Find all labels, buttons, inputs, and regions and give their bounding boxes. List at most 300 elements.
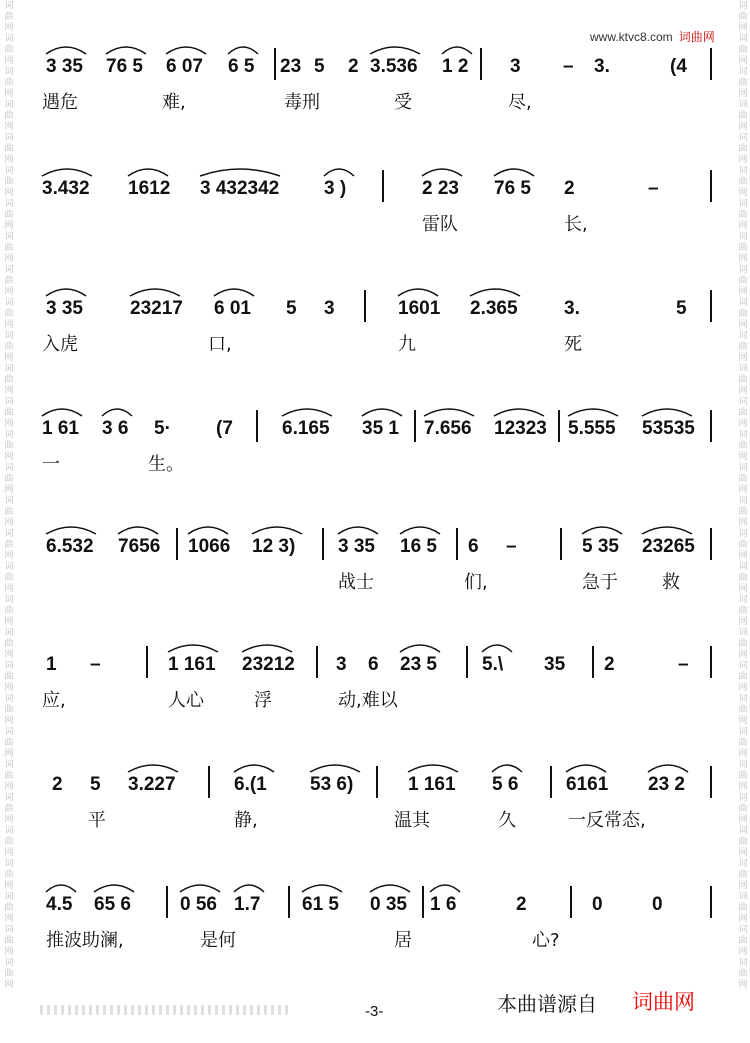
watermark-char: 曲 [738, 44, 748, 54]
watermark-char: 网 [4, 847, 14, 857]
bar-line [322, 528, 324, 560]
watermark-char: 曲 [4, 275, 14, 285]
watermark-char: 词 [738, 132, 748, 142]
lyric-text: 口, [208, 334, 232, 355]
watermark-char: 网 [4, 55, 14, 65]
slur-arc [166, 47, 206, 54]
lyric-text: 难, [162, 92, 186, 113]
note-group: 6 [468, 536, 479, 557]
lyric-text: 温其 [394, 810, 430, 831]
note-group: 1 6 [430, 894, 457, 915]
bar-line [710, 170, 712, 202]
slur-arc [42, 169, 92, 176]
left-watermark-strip [2, 0, 16, 990]
watermark-char: 词 [4, 462, 14, 472]
watermark-char: 曲 [4, 209, 14, 219]
note-group: 3. [594, 56, 610, 77]
note-group: 23217 [130, 298, 183, 319]
watermark-char: 网 [738, 550, 748, 560]
watermark-char: 网 [738, 913, 748, 923]
watermark-char: 网 [4, 616, 14, 626]
watermark-char: 网 [4, 88, 14, 98]
watermark-char: 网 [738, 319, 748, 329]
watermark-char: 网 [4, 814, 14, 824]
watermark-char: 网 [738, 583, 748, 593]
slur-arc [648, 765, 688, 772]
watermark-char: 曲 [738, 704, 748, 714]
slur-arc [118, 527, 158, 534]
bar-line [710, 646, 712, 678]
lyric-line [38, 326, 728, 360]
watermark-char: 曲 [738, 242, 748, 252]
watermark-char: 词 [4, 0, 14, 10]
watermark-char: 词 [738, 528, 748, 538]
note-group: – [678, 654, 689, 675]
watermark-char: 网 [4, 913, 14, 923]
bar-line [710, 290, 712, 322]
watermark-char: 网 [4, 517, 14, 527]
watermark-char: 网 [4, 748, 14, 758]
note-group: 5· [154, 418, 171, 439]
slur-arc [408, 765, 458, 772]
score-system [38, 162, 728, 240]
watermark-char: 词 [4, 528, 14, 538]
watermark-char: 词 [4, 264, 14, 274]
note-group: 1.7 [234, 894, 261, 915]
bar-line [480, 48, 482, 80]
lyric-text: 生。 [148, 454, 184, 475]
watermark-char: 曲 [738, 11, 748, 21]
watermark-char: 曲 [738, 539, 748, 549]
watermark-char: 网 [738, 154, 748, 164]
note-group: 5 35 [582, 536, 619, 557]
watermark-char: 网 [4, 946, 14, 956]
slur-arc [370, 47, 420, 54]
note-group: 4.5 [46, 894, 73, 915]
watermark-char: 网 [738, 220, 748, 230]
bar-line [256, 410, 258, 442]
note-group: 1066 [188, 536, 231, 557]
watermark-char: 网 [4, 484, 14, 494]
lyric-text: 毒刑 [284, 92, 320, 113]
watermark-char: 词 [4, 198, 14, 208]
lyric-text: 久 [498, 810, 516, 831]
note-group: – [90, 654, 101, 675]
source-label: 本曲谱源自 [497, 994, 597, 1016]
note-group: 23 5 [400, 654, 437, 675]
watermark-char: 词 [738, 561, 748, 571]
watermark-char: 词 [4, 165, 14, 175]
note-group: 23265 [642, 536, 695, 557]
watermark-char: 网 [738, 418, 748, 428]
lyric-text: 尽, [508, 92, 532, 113]
notation-line [38, 282, 728, 326]
watermark-char: 曲 [4, 869, 14, 879]
note-group: (4 [670, 56, 687, 77]
watermark-char: 曲 [738, 671, 748, 681]
notation-line [38, 638, 728, 682]
watermark-char: 曲 [4, 176, 14, 186]
lyric-text: 居 [394, 930, 412, 951]
watermark-char: 网 [4, 781, 14, 791]
watermark-char: 词 [738, 66, 748, 76]
watermark-char: 词 [738, 858, 748, 868]
note-group: 1 [46, 654, 57, 675]
slur-arc [242, 645, 292, 652]
slur-arc [106, 47, 146, 54]
slur-arc [46, 47, 86, 54]
watermark-char: 词 [4, 297, 14, 307]
lyric-line [38, 802, 728, 836]
note-group: 7.656 [424, 418, 472, 439]
watermark-char: 词 [4, 33, 14, 43]
note-group: – [648, 178, 659, 199]
watermark-char: 词 [738, 396, 748, 406]
note-group: 1612 [128, 178, 171, 199]
lyric-text: 死 [564, 334, 582, 355]
watermark-char: 词 [4, 660, 14, 670]
bar-line [560, 528, 562, 560]
watermark-char: 曲 [4, 671, 14, 681]
note-group: 53 6) [310, 774, 354, 795]
score-system [38, 402, 728, 480]
watermark-char: 网 [738, 715, 748, 725]
note-group: 5 6 [492, 774, 519, 795]
notation-line [38, 162, 728, 206]
watermark-char: 词 [738, 627, 748, 637]
watermark-char: 曲 [4, 143, 14, 153]
watermark-char: 词 [738, 495, 748, 505]
bar-line [364, 290, 366, 322]
watermark-char: 曲 [738, 473, 748, 483]
watermark-char: 网 [4, 682, 14, 692]
watermark-char: 曲 [4, 77, 14, 87]
watermark-char: 网 [738, 781, 748, 791]
slur-arc [180, 885, 220, 892]
bar-line [382, 170, 384, 202]
watermark-char: 词 [4, 825, 14, 835]
slur-arc [642, 409, 692, 416]
slur-arc [370, 885, 410, 892]
watermark-char: 词 [738, 330, 748, 340]
watermark-char: 网 [738, 517, 748, 527]
watermark-char: 词 [4, 429, 14, 439]
watermark-char: 曲 [738, 836, 748, 846]
watermark-char: 词 [738, 165, 748, 175]
slur-arc [234, 885, 264, 892]
bar-line [414, 410, 416, 442]
watermark-char: 曲 [4, 506, 14, 516]
watermark-char: 网 [4, 550, 14, 560]
watermark-char: 词 [738, 891, 748, 901]
slur-arc [494, 409, 544, 416]
note-group: 23 [280, 56, 302, 77]
bar-line [208, 766, 210, 798]
note-group: 76 5 [106, 56, 143, 77]
note-group: 16 5 [400, 536, 437, 557]
lyric-line [38, 206, 728, 240]
lyric-text: 应, [42, 690, 66, 711]
note-group: 2.365 [470, 298, 518, 319]
lyric-line [38, 922, 728, 956]
watermark-char: 曲 [4, 407, 14, 417]
watermark-char: 曲 [738, 77, 748, 87]
watermark-char: 网 [4, 286, 14, 296]
slur-arc [128, 169, 168, 176]
slur-arc [442, 47, 472, 54]
watermark-char: 曲 [4, 770, 14, 780]
watermark-char: 网 [4, 451, 14, 461]
watermark-char: 曲 [4, 473, 14, 483]
lyric-text: 动,难以 [338, 690, 398, 711]
watermark-char: 词 [738, 792, 748, 802]
bar-line [710, 48, 712, 80]
note-group: 3 35 [46, 56, 83, 77]
watermark-char: 网 [738, 352, 748, 362]
note-group: 0 [652, 894, 663, 915]
note-group: 6.532 [46, 536, 94, 557]
watermark-char: 网 [738, 979, 748, 989]
bar-line [710, 766, 712, 798]
bar-line [592, 646, 594, 678]
right-watermark-strip [736, 0, 750, 990]
note-group: 3 6 [102, 418, 129, 439]
watermark-char: 曲 [738, 935, 748, 945]
watermark-char: 曲 [738, 968, 748, 978]
note-group: (7 [216, 418, 233, 439]
note-group: 6 [368, 654, 379, 675]
lyric-text: 战士 [338, 572, 374, 593]
lyric-line [38, 564, 728, 598]
watermark-char: 词 [738, 759, 748, 769]
watermark-char: 词 [4, 495, 14, 505]
note-group: 5.555 [568, 418, 616, 439]
watermark-char: 曲 [738, 869, 748, 879]
watermark-char: 曲 [4, 638, 14, 648]
lyric-text: 推波助澜, [46, 930, 124, 951]
lyric-text: 是何 [200, 930, 236, 951]
slur-arc [492, 765, 522, 772]
watermark-char: 曲 [738, 341, 748, 351]
slur-arc [94, 885, 134, 892]
lyric-text: 救 [662, 572, 680, 593]
note-group: 6161 [566, 774, 609, 795]
bar-line [558, 410, 560, 442]
bar-line [550, 766, 552, 798]
watermark-char: 曲 [738, 143, 748, 153]
watermark-char: 曲 [738, 440, 748, 450]
watermark-char: 词 [738, 924, 748, 934]
watermark-char: 网 [738, 55, 748, 65]
lyric-text: 平 [88, 810, 106, 831]
note-group: 1 161 [168, 654, 216, 675]
note-group: 5.\ [482, 654, 504, 675]
watermark-char: 网 [738, 847, 748, 857]
watermark-url-text: www.ktvc8.com [590, 30, 673, 44]
note-group: 12 3) [252, 536, 296, 557]
note-group: 23 2 [648, 774, 685, 795]
watermark-char: 词 [738, 297, 748, 307]
watermark-char: 网 [4, 319, 14, 329]
bar-line [166, 886, 168, 918]
watermark-char: 曲 [738, 638, 748, 648]
watermark-char: 网 [4, 22, 14, 32]
note-group: 3 35 [46, 298, 83, 319]
watermark-char: 曲 [4, 704, 14, 714]
watermark-char: 曲 [738, 605, 748, 615]
slur-arc [400, 527, 440, 534]
notation-line [38, 402, 728, 446]
watermark-char: 曲 [4, 572, 14, 582]
note-group: 3.227 [128, 774, 176, 795]
slur-layer [38, 638, 728, 658]
bar-line [456, 528, 458, 560]
watermark-char: 曲 [738, 902, 748, 912]
note-group: 53535 [642, 418, 695, 439]
note-group: 35 [544, 654, 566, 675]
slur-arc [568, 409, 618, 416]
notation-line [38, 520, 728, 564]
note-group: 6.165 [282, 418, 330, 439]
watermark-char: 网 [738, 88, 748, 98]
slur-arc [470, 289, 520, 296]
slur-arc [128, 765, 178, 772]
watermark-char: 网 [4, 880, 14, 890]
watermark-char: 词 [4, 396, 14, 406]
source-site-name: 词曲网 [632, 991, 695, 1014]
watermark-char: 网 [738, 385, 748, 395]
slur-arc [430, 885, 460, 892]
notation-line [38, 758, 728, 802]
note-group: 5 [314, 56, 325, 77]
watermark-char: 网 [738, 946, 748, 956]
lyric-text: 九 [398, 334, 416, 355]
watermark-char: 词 [4, 627, 14, 637]
bar-line [466, 646, 468, 678]
watermark-char: 词 [738, 957, 748, 967]
slur-arc [494, 169, 534, 176]
bar-line [176, 528, 178, 560]
slur-arc [228, 47, 258, 54]
note-group: 0 56 [180, 894, 217, 915]
watermark-char: 词 [738, 99, 748, 109]
note-group: 3. [564, 298, 580, 319]
lyric-text: 受 [394, 92, 412, 113]
note-group: 3.432 [42, 178, 90, 199]
slur-arc [200, 169, 280, 176]
watermark-char: 网 [4, 154, 14, 164]
watermark-char: 词 [738, 726, 748, 736]
slur-arc [482, 645, 512, 652]
watermark-char: 词 [738, 198, 748, 208]
watermark-char: 网 [738, 451, 748, 461]
bar-line [288, 886, 290, 918]
bar-line [710, 528, 712, 560]
watermark-char: 词 [4, 924, 14, 934]
notation-line [38, 878, 728, 922]
note-group: 1601 [398, 298, 441, 319]
watermark-char: 词 [4, 231, 14, 241]
note-group: 3 [336, 654, 347, 675]
note-group: 2 23 [422, 178, 459, 199]
watermark-char: 网 [738, 682, 748, 692]
bar-line [422, 886, 424, 918]
watermark-char: 词 [738, 264, 748, 274]
watermark-char: 网 [738, 748, 748, 758]
watermark-char: 词 [4, 132, 14, 142]
watermark-char: 网 [4, 121, 14, 131]
lyric-text: 一反常态, [568, 810, 646, 831]
watermark-char: 曲 [4, 110, 14, 120]
watermark-char: 曲 [738, 176, 748, 186]
watermark-char: 网 [738, 616, 748, 626]
watermark-char: 网 [738, 187, 748, 197]
watermark-char: 词 [4, 957, 14, 967]
note-group: 3 432342 [200, 178, 280, 199]
watermark-char: 词 [738, 462, 748, 472]
slur-arc [362, 409, 402, 416]
lyric-text: 雷队 [422, 214, 458, 235]
slur-arc [582, 527, 622, 534]
watermark-char: 网 [738, 121, 748, 131]
slur-arc [302, 885, 342, 892]
score-system [38, 878, 728, 956]
watermark-char: 曲 [4, 341, 14, 351]
watermark-char: 曲 [4, 836, 14, 846]
score-system [38, 638, 728, 716]
watermark-char: 词 [4, 891, 14, 901]
watermark-char: 词 [4, 330, 14, 340]
note-group: 6 01 [214, 298, 251, 319]
watermark-char: 词 [4, 561, 14, 571]
watermark-char: 词 [738, 33, 748, 43]
watermark-char: 曲 [738, 407, 748, 417]
slur-arc [324, 169, 354, 176]
slur-arc [338, 527, 378, 534]
note-group: 6 5 [228, 56, 255, 77]
watermark-char: 网 [4, 187, 14, 197]
watermark-char: 曲 [4, 374, 14, 384]
note-group: 6 07 [166, 56, 203, 77]
slur-arc [422, 169, 462, 176]
watermark-char: 曲 [4, 968, 14, 978]
watermark-char: 网 [738, 253, 748, 263]
watermark-char: 网 [738, 484, 748, 494]
note-group: 3 ) [324, 178, 347, 199]
watermark-char: 网 [4, 253, 14, 263]
bar-line [316, 646, 318, 678]
watermark-char: 词 [4, 66, 14, 76]
note-group: 2 [604, 654, 615, 675]
watermark-char: 词 [4, 858, 14, 868]
lyric-text: 急于 [582, 572, 618, 593]
watermark-char: 曲 [4, 902, 14, 912]
note-group: 2 [348, 56, 359, 77]
watermark-char: 词 [738, 363, 748, 373]
watermark-char: 曲 [4, 44, 14, 54]
watermark-char: 词 [738, 429, 748, 439]
watermark-char: 词 [738, 594, 748, 604]
slur-arc [102, 409, 132, 416]
slur-arc [214, 289, 254, 296]
slur-arc [642, 527, 692, 534]
watermark-char: 网 [738, 880, 748, 890]
watermark-char: 曲 [738, 803, 748, 813]
watermark-char: 网 [4, 979, 14, 989]
watermark-char: 词 [4, 594, 14, 604]
watermark-char: 曲 [4, 11, 14, 21]
slur-arc [46, 289, 86, 296]
